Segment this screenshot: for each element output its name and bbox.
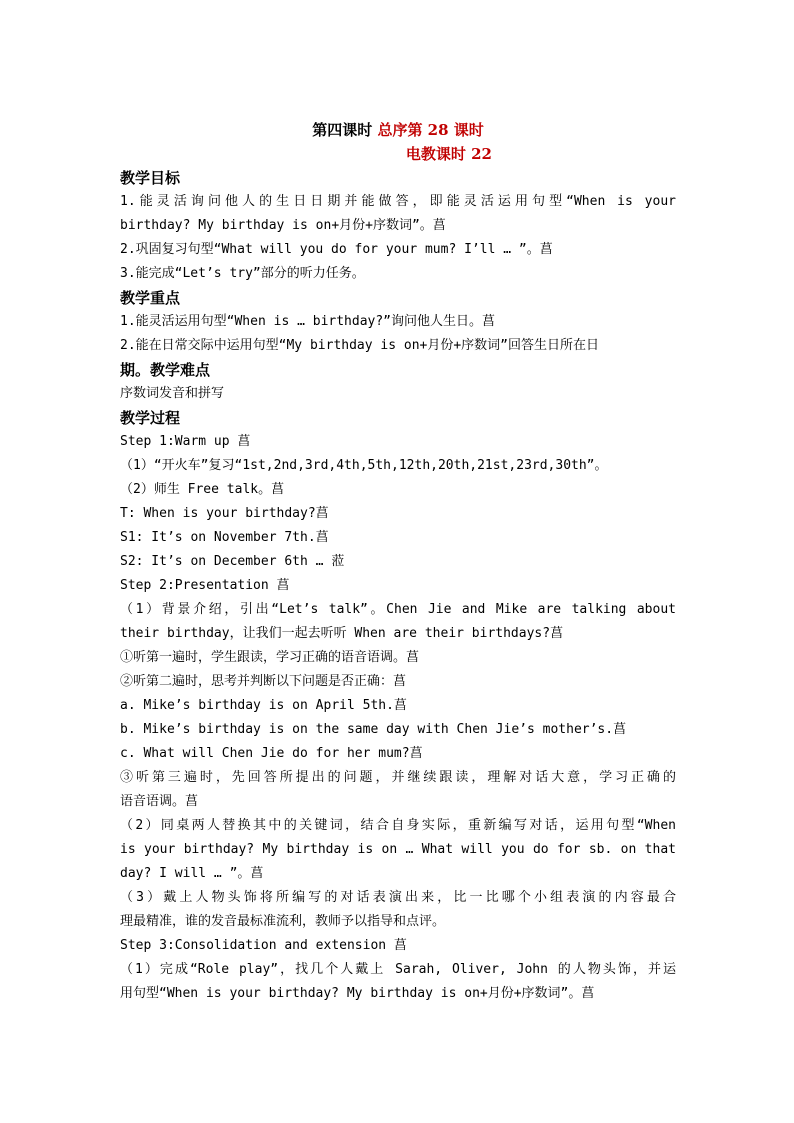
text-line: their birthday，让我们一起去听听 When are their birthdays?菖 (120, 626, 564, 641)
text-line: ①听第一遍时，学生跟读，学习正确的语音语调。菖 (120, 650, 420, 665)
section-heading-key-points: 教学重点 (120, 289, 181, 307)
dialogue-line: S2: It’s on December 6th … 蒞 (120, 554, 345, 569)
text-line: （2）同桌两人替换其中的关键词，结合自身实际，重新编写对话，运用句型“When (120, 818, 676, 833)
text-line: 2.巩固复习句型“What will you do for your mum? I’ll … ”。菖 (120, 242, 553, 257)
text-line: 1.能灵活询问他人的生日日期并能做答，即能灵活运用句型“When is your (120, 194, 676, 209)
text-line: ②听第二遍时，思考并判断以下问题是否正确：菖 (120, 674, 407, 689)
text-line: （1）背景介绍，引出“Let’s talk”。Chen Jie and Mike are talking about (120, 602, 676, 617)
text-line: 1.能灵活运用句型“When is … birthday?”询问他人生日。菖 (120, 314, 496, 329)
section-heading-difficulties: 期。教学难点 (120, 361, 211, 379)
text-line: 2.能在日常交际中运用句型“My birthday is on+月份+序数词”回答生日所在日 (120, 338, 600, 353)
step-heading: Step 2:Presentation 菖 (120, 578, 290, 593)
document-page (120, 118, 676, 1006)
lesson-title-part2: 总序第 28 课时 (377, 121, 484, 139)
section-heading-objectives: 教学目标 (120, 169, 181, 187)
question-line: a. Mike’s birthday is on April 5th.菖 (120, 698, 407, 713)
text-line: （1）“开火车”复习“1st,2nd,3rd,4th,5th,12th,20th,21st,23rd,30th”。 (120, 458, 608, 473)
text-line: day? I will … ”。菖 (120, 866, 264, 881)
text-line: 3.能完成“Let’s try”部分的听力任务。 (120, 266, 365, 281)
text-line: ③听第三遍时，先回答所提出的问题，并继续跟读，理解对话大意，学习正确的 (120, 770, 676, 785)
lesson-title-part1: 第四课时 (312, 121, 373, 139)
text-line: 序数词发音和拼写 (120, 386, 225, 401)
dialogue-line: S1: It’s on November 7th.菖 (120, 530, 329, 545)
text-line: birthday? My birthday is on+月份+序数词”。菖 (120, 218, 446, 233)
text-line: 理最精准，谁的发音最标准流利，教师予以指导和点评。 (120, 914, 446, 929)
text-line: 语音语调。菖 (120, 794, 199, 809)
text-line: （2）师生 Free talk。菖 (120, 482, 285, 497)
text-line: （1）完成“Role play”，找几个人戴上 Sarah, Oliver, John 的人物头饰，并运 (120, 962, 676, 977)
text-line: 用句型“When is your birthday? My birthday is on+月份+序数词”。菖 (120, 986, 595, 1001)
section-heading-process: 教学过程 (120, 409, 181, 427)
lesson-subtitle: 电教课时 22 (405, 145, 492, 163)
dialogue-line: T: When is your birthday?菖 (120, 506, 329, 521)
lesson-title (120, 118, 676, 142)
question-line: c. What will Chen Jie do for her mum?菖 (120, 746, 423, 761)
step-heading: Step 3:Consolidation and extension 菖 (120, 938, 407, 953)
text-line: （3）戴上人物头饰将所编写的对话表演出来，比一比哪个小组表演的内容最合 (120, 890, 676, 905)
step-heading: Step 1:Warm up 菖 (120, 434, 251, 449)
question-line: b. Mike’s birthday is on the same day with Chen Jie’s mother’s.菖 (120, 722, 627, 737)
text-line: is your birthday? My birthday is on … What will you do for sb. on that (120, 842, 676, 857)
